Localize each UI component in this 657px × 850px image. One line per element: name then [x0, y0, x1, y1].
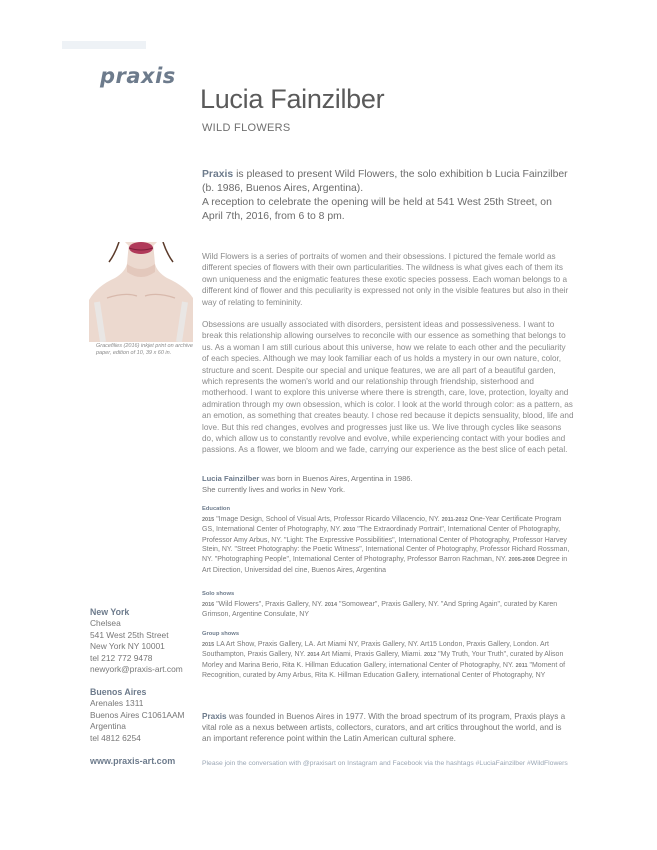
education-year: 2011-2012 [441, 516, 468, 523]
artwork-photo [89, 242, 193, 342]
bio-name: Lucia Fainzilber [202, 474, 260, 483]
ny-line: New York NY 10001 [90, 641, 165, 652]
group-year: 2014 [307, 652, 320, 659]
education-heading: Education [202, 506, 231, 512]
group-item: Art Miami, Praxis Gallery, Miami. [319, 651, 424, 659]
education-item: "Image Design, School of Visual Arts, Professor Ricardo Villacencio, NY. [214, 515, 442, 523]
group-shows-section [202, 630, 574, 681]
ba-line: Buenos Aires C1061AAM [90, 709, 185, 720]
buenos-aires-address [90, 687, 185, 744]
solo-heading: Solo shows [202, 591, 235, 597]
solo-year: 2016 [202, 601, 215, 608]
group-year: 2012 [423, 652, 437, 659]
about-praxis [202, 711, 572, 745]
artist-name: Lucia Fainzilber [200, 84, 385, 114]
education-year: 2015 [202, 516, 215, 523]
ba-line: Arenales 1311 [90, 698, 144, 709]
statement-paragraph-2: Obsessions are usually associated with disorders, persistent ideas and possessiveness. I want to break this relationship allowing ourselves to reconcile with our essence as something that belongs to us. As a woman I am still curious about this universe, how we relate to each other and the peculiarity of each species. Although we may look familiar each of us holds a mystery in our own nature, color, structure and scent. Despite our special and unique features, we are all part of a beautiful garden, which represents the women's world and our relationship through friendship, sisterhood and motherhood. I want to explore this universe where there is strength, care, love, protection, loyalty and admiration through my own obsession, which is color. I look at the world through color: as a pattern, as an emotion, as something that creates beauty. I chose red because it depicts sensuality, blood, life and love. But this red changes, evolves and progresses just like us. We live through cycles like seasons do, which allow us to constantly revolve and evolve, while experiencing contact with your bodies and passions. As a flower, we bloom and we fade, carrying our experience as the best slice of each petal. [202, 320, 574, 455]
solo-shows-section [202, 590, 574, 620]
education-section [202, 505, 574, 575]
exhibition-title: WILD FLOWERS [202, 122, 291, 134]
intro-brand: Praxis [202, 169, 234, 180]
education-year: 2010 [343, 527, 356, 534]
ba-city: Buenos Aires [90, 687, 147, 697]
ny-phone: tel 212 772 9478 [90, 652, 153, 663]
intro-line2: A reception to celebrate the opening will be held at 541 West 25th Street, on April 7th, 2016, from 6 to 8 pm. [202, 197, 552, 222]
intro-line1: is pleased to present Wild Flowers, the solo exhibition b Lucia Fainzilber (b. 1986, Buenos Aires, Argentina). [202, 169, 568, 194]
about-brand: Praxis [202, 712, 227, 721]
artist-bio [202, 473, 574, 495]
about-text: was founded in Buenos Aires in 1977. With the broad spectrum of its program, Praxis plays a vital role as a nexus between artists, collectors, curators, and art critics throughout the world, and is an important reference point within the Latin American cultural sphere. [202, 712, 566, 744]
education-item: "The Extraordinady Portrait", International Center of Photography, Professor Amy Arbus, NY. "Light: The Expressive Possibilities", International Center of Photography, Professor Harvey Stein, NY. "Street Photography: the Poetic Witness", International Center of Photography, Professor Richard Rossman, NY. "Photographing People", International Center of Photography, Professor Barron Rachman, NY. [202, 526, 570, 563]
social-hashtags: Please join the conversation with @praxisart on Instagram and Facebook via the hashtags #LuciaFainzilber #WildFlowers [202, 760, 568, 767]
group-item: LA Art Show, Praxis Gallery, LA. Art Miami NY, Praxis Gallery, NY. Art15 London, Praxis Gallery, London. Art Southampton, Praxis Gallery, NY. [202, 640, 549, 659]
ny-line: Chelsea [90, 618, 121, 629]
website-link[interactable]: www.praxis-art.com [90, 756, 176, 766]
group-heading: Group shows [202, 631, 240, 637]
education-year: 2005-2008 [508, 556, 535, 563]
group-item: "My Truth, Your Truth", curated by Alison Morley and Marina Berio, Rita K. Hillman Education Gallery, international Center of Photography, NY. [202, 651, 564, 669]
new-york-address [90, 607, 183, 675]
education-item: Degree in Art Direction, Universidad del cine, Buenos Aires, Argentina [202, 555, 568, 574]
education-item: One-Year Certificate Program GS, International Center of Photography, NY. [202, 515, 562, 534]
praxis-logo[interactable]: praxis [100, 64, 176, 88]
ny-line: 541 West 25th Street [90, 629, 169, 640]
solo-item: "Wild Flowers", Praxis Gallery, NY. [214, 600, 325, 608]
bio-line1: was born in Buenos Aires, Argentina in 1986. [259, 474, 413, 483]
ba-phone: tel 4812 6254 [90, 732, 141, 743]
ny-city: New York [90, 607, 130, 617]
ba-line: Argentina [90, 721, 126, 732]
group-year: 2015 [202, 641, 215, 648]
group-item: "Moment of Recognition, curated by Amy Arbus, Rita K. Hillman Education Gallery, international Center of Photography, NY [202, 661, 566, 680]
bio-line2: She currently lives and works in New York. [202, 485, 346, 494]
group-year: 2011 [515, 662, 528, 669]
solo-year: 2014 [324, 601, 338, 608]
portrait-image [89, 242, 193, 342]
solo-item: "Somowear", Praxis Gallery, NY. "And Spring Again", curated by Karen Grimson, Argentine Consulate, NY [202, 600, 558, 619]
photo-caption: Gracefilies (2016) inkjet print on archive paper, edition of 10, 39 x 60 in. [96, 343, 193, 356]
statement-paragraph-1: Wild Flowers is a series of portraits of women and their obsessions. I pictured the female world as different species of flowers with their own particularities. The wildness is what gives each of them its own uniqueness and the enigmatic features these exotic species possess. Each woman belongs to a different kind of flower and this peculiarity is expressed not only in the visible features but also in their way of relating to femininity. [202, 252, 569, 307]
ny-email-link[interactable]: newyork@praxis-art.com [90, 664, 183, 675]
intro-text [202, 168, 572, 224]
top-band [62, 41, 146, 49]
